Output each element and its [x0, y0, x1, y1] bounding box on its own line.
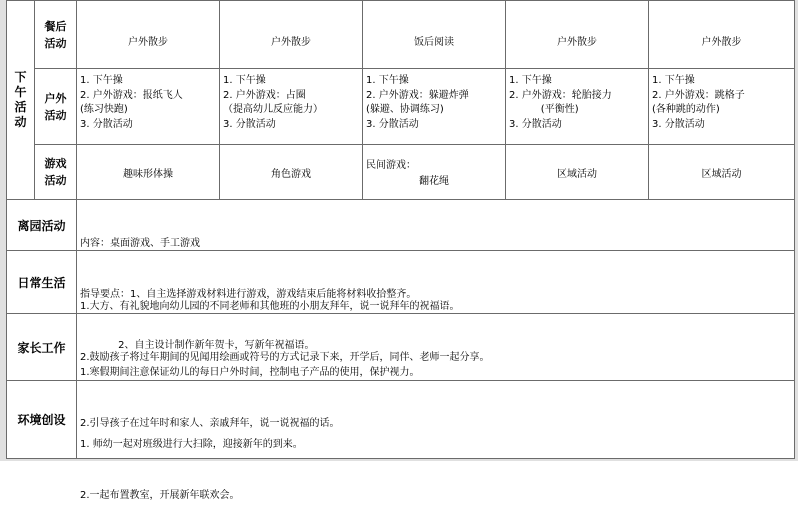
- after-meal-cell-2: 户外散步: [271, 37, 311, 48]
- games-header: 游戏活动: [44, 157, 67, 187]
- games-cell-2: 角色游戏: [271, 169, 311, 180]
- folk-game-name: 翻花绳: [419, 176, 449, 187]
- leaving-activity-line-2: 指导要点：1、自主选择游戏材料进行游戏，游戏结束后能将材料收拾整齐。: [80, 289, 417, 300]
- daily-life-line-1: 1.大方、有礼貌地向幼儿园的不同老师和其他班的小朋友拜年，说一说拜年的祝福语。: [80, 301, 460, 312]
- outdoor-header: 户外活动: [44, 91, 67, 122]
- daily-life-line-2: 2.鼓励孩子将过年期间的见闻用绘画或符号的方式记录下来，开学后，同伴、老师一起分享。: [80, 352, 490, 363]
- after-meal-cell-5: 户外散步: [701, 37, 742, 48]
- outdoor-cell-2: 1. 下午操 2. 户外游戏：占圈 （提高幼儿反应能力） 3. 分散活动: [223, 75, 323, 130]
- after-meal-cell-3: 饭后阅读: [414, 37, 454, 48]
- afternoon-section-label-cell: [7, 0, 34, 199]
- environment-line-2: 2.一起布置教室，开展新年联欢会。: [80, 490, 240, 501]
- outdoor-cell-1: 1. 下午操 2. 户外游戏：报纸飞人 (练习快跑) 3. 分散活动: [80, 75, 183, 130]
- grid-line: [34, 144, 795, 145]
- afternoon-section-label: 下午活动: [14, 69, 27, 129]
- games-cell-4: 区域活动: [557, 169, 597, 180]
- after-meal-header: 餐后活动: [44, 19, 67, 50]
- environment-line-1: 1. 师幼一起对班级进行大扫除，迎接新年的到来。: [80, 439, 303, 450]
- leaving-activity-label: 离园活动: [17, 218, 66, 233]
- parent-work-label: 家长工作: [17, 340, 66, 355]
- games-cell-5: 区域活动: [701, 169, 742, 180]
- outdoor-cell-3: 1. 下午操 2. 户外游戏：躲避炸弹 (躲避、协调练习) 3. 分散活动: [366, 75, 469, 130]
- daily-life-label: 日常生活: [17, 275, 66, 290]
- parent-work-line-1: 1.寒假期间注意保证幼儿的每日户外时间，控制电子产品的使用，保护视力。: [80, 367, 420, 378]
- leaving-activity-line-1: 内容：桌面游戏、手工游戏: [80, 238, 200, 249]
- environment-label: 环境创设: [17, 413, 66, 427]
- grid-line: [34, 68, 795, 69]
- games-cell-3: [363, 150, 505, 198]
- parent-work-line-2: 2.引导孩子在过年时和家人、亲戚拜年，说一说祝福的话。: [80, 418, 340, 429]
- outdoor-header-cell: [35, 69, 76, 144]
- grid-line: [6, 0, 795, 1]
- outdoor-cell-4: 1. 下午操 2. 户外游戏：轮胎接力 (平衡性) 3. 分散活动: [509, 75, 612, 130]
- leaving-activity-line-3: 2、自主设计制作新年贺卡，写新年祝福语。: [80, 340, 315, 351]
- environment-content: [80, 402, 792, 521]
- after-meal-header-cell: [35, 1, 76, 68]
- games-cell-1: 趣味形体操: [123, 169, 173, 180]
- grid-line: [76, 0, 77, 459]
- folk-game-prefix: 民间游戏：: [366, 160, 416, 171]
- outdoor-cell-5: 1. 下午操 2. 户外游戏：跳格子 (各种跳的动作) 3. 分散活动: [652, 75, 745, 130]
- after-meal-cell-1: 户外散步: [128, 37, 168, 48]
- games-header-cell: [35, 145, 76, 199]
- grid-line: [794, 0, 795, 459]
- after-meal-cell-4: 户外散步: [557, 37, 597, 48]
- grid-line: [6, 199, 795, 200]
